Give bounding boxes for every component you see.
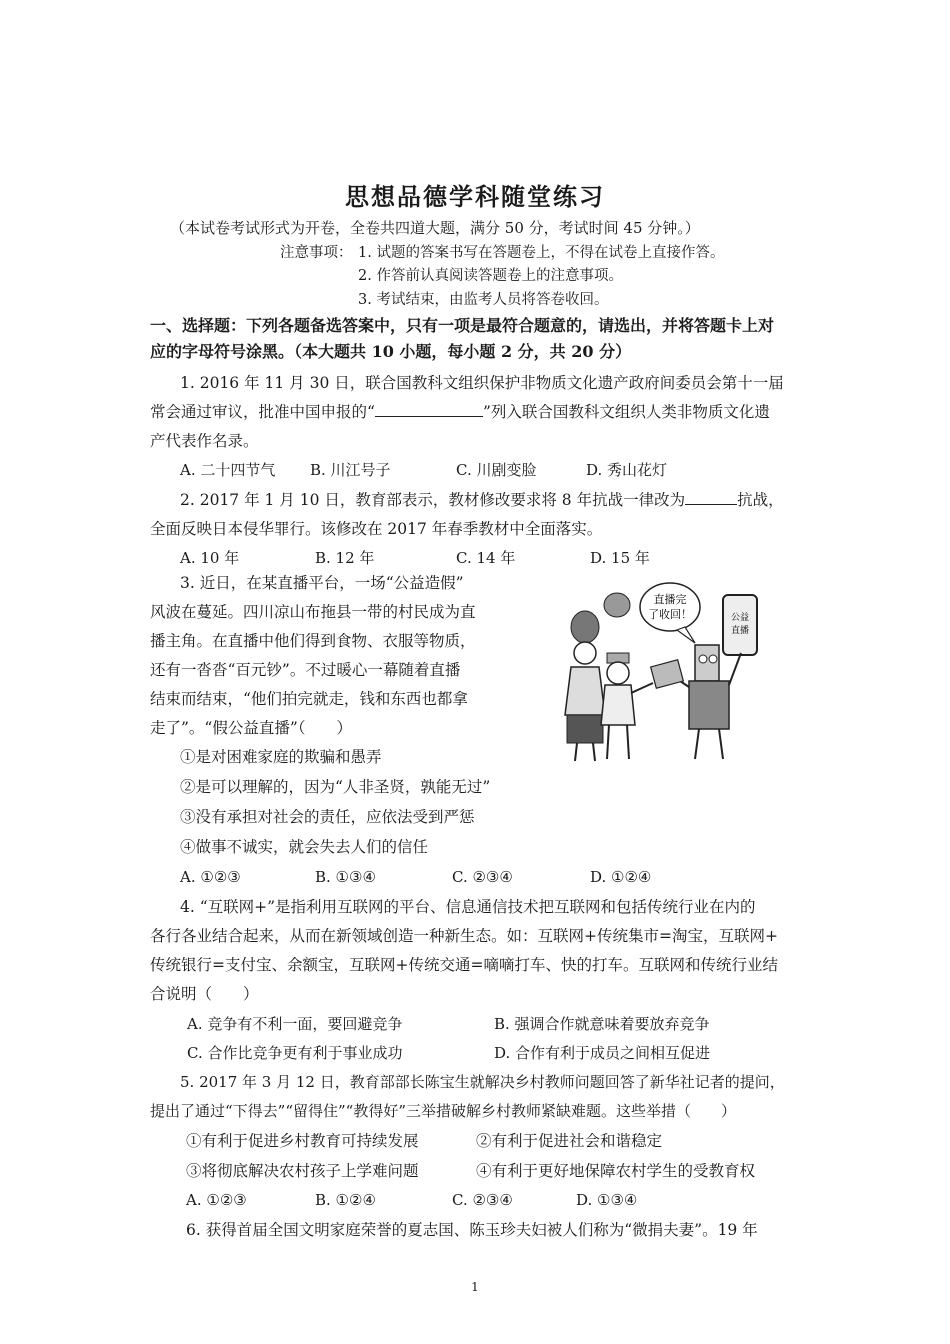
note-1: 1. 试题的答案书写在答题卷上，不得在试卷上直接作答。 bbox=[358, 245, 725, 261]
q4-option-a: A. 竞争有不利一面，要回避竞争 bbox=[187, 1015, 403, 1033]
notes-label: 注意事项： bbox=[280, 245, 353, 261]
q4-text-line4: 合说明（ ） bbox=[150, 985, 259, 1003]
fake-charity-cartoon bbox=[545, 575, 767, 765]
q3-option-d: D. ①②④ bbox=[590, 868, 652, 886]
page-title: 思想品德学科随堂练习 bbox=[345, 182, 605, 211]
q5-option-a: A. ①②③ bbox=[186, 1191, 247, 1209]
section-heading-line1: 一、选择题：下列各题备选答案中，只有一项是最符合题意的，请选出，并将答题卡上对 bbox=[150, 316, 775, 335]
note-3: 3. 考试结束，由监考人员将答卷收回。 bbox=[358, 292, 609, 308]
q3-option-b: B. ①③④ bbox=[315, 868, 376, 886]
q1-option-b: B. 川江号子 bbox=[310, 461, 391, 479]
cartoon-illustration bbox=[545, 575, 767, 765]
q3-item-3: ③没有承担对社会的责任，应依法受到严惩 bbox=[180, 808, 475, 826]
q2-text-part1: 2. 2017 年 1 月 10 日，教育部表示，教材修改要求将 8 年抗战一律改为 bbox=[180, 491, 686, 509]
page-number: 1 bbox=[471, 1280, 479, 1294]
q2-text-part2: 抗战， bbox=[737, 491, 784, 509]
q3-option-c: C. ②③④ bbox=[452, 868, 513, 886]
q4-option-c: C. 合作比竞争更有利于事业成功 bbox=[187, 1044, 403, 1062]
q3-option-a: A. ①②③ bbox=[180, 868, 241, 886]
q3-text-line3: 播主角。在直播中他们得到食物、衣服等物质， bbox=[150, 632, 476, 650]
q1-option-a: A. 二十四节气 bbox=[180, 461, 276, 479]
section-heading-line2: 应的字母符号涂黑。（本大题共 10 小题，每小题 2 分，共 20 分） bbox=[150, 342, 632, 361]
q2-option-c: C. 14 年 bbox=[456, 549, 516, 567]
q1-text-line3: 产代表作名录。 bbox=[150, 432, 259, 450]
q1-text-line2 bbox=[150, 401, 770, 423]
q5-option-b: B. ①②④ bbox=[315, 1191, 376, 1209]
q2-option-d: D. 15 年 bbox=[590, 549, 650, 567]
q4-text-line1: 4. “互联网+”是指利用互联网的平台、信息通信技术把互联网和包括传统行业在内的 bbox=[180, 898, 756, 916]
q5-option-d: D. ①③④ bbox=[576, 1191, 638, 1209]
bubble-text-2: 了收回！ bbox=[648, 608, 692, 621]
q2-option-b: B. 12 年 bbox=[315, 549, 375, 567]
q6-text-line1: 6. 获得首届全国文明家庭荣誉的夏志国、陈玉珍夫妇被人们称为“微捐夫妻”。19 年 bbox=[186, 1221, 758, 1239]
q3-text-line2: 风波在蔓延。四川凉山布拖县一带的村民成为直 bbox=[150, 603, 476, 621]
q5-item-3: ③将彻底解决农村孩子上学难问题 bbox=[186, 1162, 419, 1180]
exam-instructions: （本试卷考试形式为开卷，全卷共四道大题，满分 50 分，考试时间 45 分钟。） bbox=[170, 219, 700, 237]
q4-option-d: D. 合作有利于成员之间相互促进 bbox=[494, 1044, 711, 1062]
q3-text-line6: 走了”。“假公益直播”（ ） bbox=[150, 719, 353, 737]
q3-item-2: ②是可以理解的，因为“人非圣贤，孰能无过” bbox=[180, 778, 491, 796]
q2-text-line2: 全面反映日本侵华罪行。该修改在 2017 年春季教材中全面落实。 bbox=[150, 520, 603, 538]
q4-option-b: B. 强调合作就意味着要放弃竞争 bbox=[494, 1015, 710, 1033]
q5-option-c: C. ②③④ bbox=[452, 1191, 513, 1209]
q3-text-line1: 3. 近日，在某直播平台，一场“公益造假” bbox=[180, 574, 464, 592]
q3-item-1: ①是对困难家庭的欺骗和愚弄 bbox=[180, 748, 382, 766]
q4-text-line3: 传统银行=支付宝、余额宝，互联网+传统交通=嘀嘀打车、快的打车。互联网和传统行业结 bbox=[150, 956, 778, 974]
q2-answer-blank bbox=[685, 490, 737, 505]
q3-text-line5: 结束而结束，“他们拍完就走，钱和东西也都拿 bbox=[150, 690, 468, 708]
bubble-text-1: 直播完 bbox=[653, 593, 687, 606]
q1-text-part1: 常会通过审议，批准中国申报的“ bbox=[150, 403, 375, 421]
q4-text-line2: 各行各业结合起来，从而在新领域创造一种新生态。如：互联网+传统集市=淘宝，互联网+ bbox=[150, 927, 778, 945]
q1-option-d: D. 秀山花灯 bbox=[586, 461, 668, 479]
phone-text: 公益 bbox=[730, 613, 750, 623]
q5-item-4: ④有利于更好地保障农村学生的受教育权 bbox=[476, 1162, 756, 1180]
q5-item-2: ②有利于促进社会和谐稳定 bbox=[476, 1132, 663, 1150]
q1-answer-blank bbox=[375, 402, 483, 417]
phone-text-2: 直播 bbox=[730, 626, 750, 636]
q3-item-4: ④做事不诚实，就会失去人们的信任 bbox=[180, 838, 429, 856]
q1-text-line1: 1. 2016 年 11 月 30 日，联合国教科文组织保护非物质文化遗产政府间委员会第十一届 bbox=[180, 374, 784, 392]
q1-option-c: C. 川剧变脸 bbox=[456, 461, 537, 479]
q3-text-line4: 还有一沓沓“百元钞”。不过暖心一幕随着直播 bbox=[150, 661, 461, 679]
q2-option-a: A. 10 年 bbox=[180, 549, 240, 567]
q5-item-1: ①有利于促进乡村教育可持续发展 bbox=[186, 1132, 419, 1150]
q1-text-part2: ”列入联合国教科文组织人类非物质文化遗 bbox=[482, 403, 770, 421]
q5-text-line1: 5. 2017 年 3 月 12 日，教育部部长陈宝生就解决乡村教师问题回答了新华社记者的提问， bbox=[180, 1073, 785, 1091]
note-2: 2. 作答前认真阅读答题卷上的注意事项。 bbox=[358, 268, 623, 284]
q5-text-line2: 提出了通过“下得去”“留得住”“教得好”三举措破解乡村教师紧缺难题。这些举措（ ） bbox=[150, 1102, 737, 1120]
q2-text-line1 bbox=[180, 489, 784, 511]
